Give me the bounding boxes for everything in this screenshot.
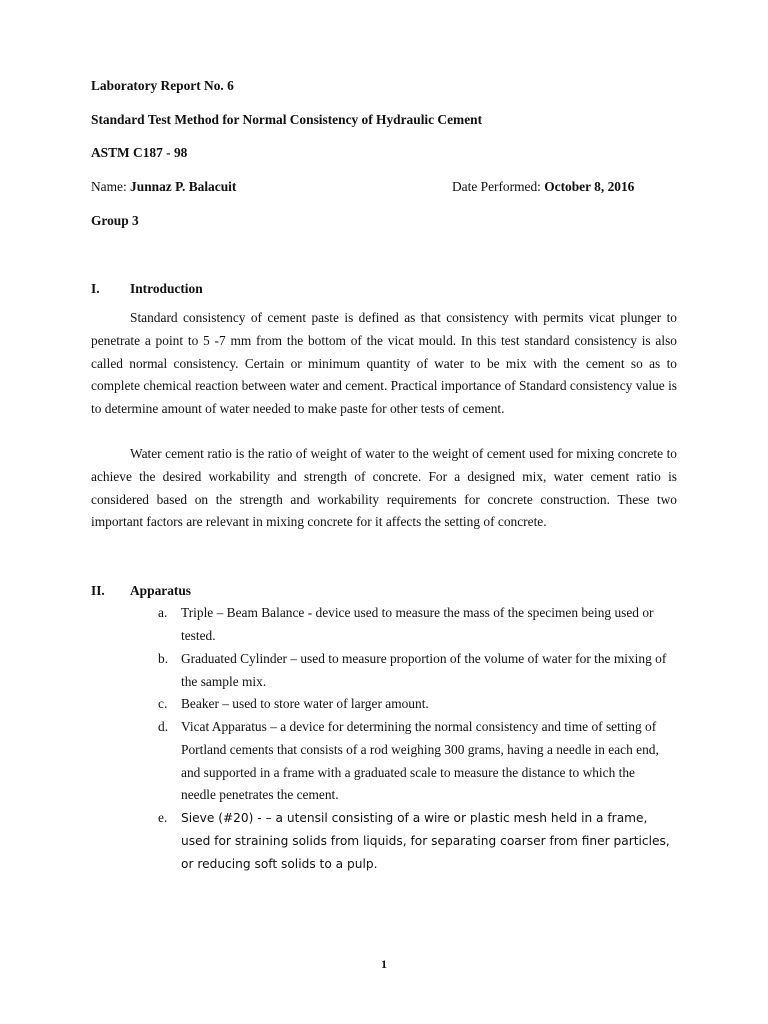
item-text: Triple – Beam Balance - device used to measure the mass of the specimen being used or tested. — [181, 605, 654, 643]
date-performed: October 8, 2016 — [544, 179, 635, 194]
item-letter: a. — [158, 605, 168, 620]
item-letter: d. — [158, 719, 169, 734]
intro-paragraph-1: Standard consistency of cement paste is defined as that consistency with permits vicat plunger to penetrate a point to 5 -7 mm from the bottom of the vicat mould. In this test standard consistency is also called normal consistency. Certain or minimum quantity of water to be mix with the cement so as to complete chemical reaction between water and cement. Practical importance of Standard consistency value is to determine amount of water needed to make paste for other tests of cement. — [91, 310, 677, 417]
item-text: Beaker – used to store water of larger amount. — [181, 696, 429, 711]
date-line — [452, 179, 634, 195]
report-title: Standard Test Method for Normal Consistency of Hydraulic Cement — [91, 112, 483, 127]
astm-standard: ASTM C187 - 98 — [91, 145, 188, 160]
name-line — [91, 179, 236, 195]
section-title-intro: Introduction — [130, 281, 203, 296]
section-number-intro: I. — [91, 281, 100, 296]
list-item — [158, 648, 678, 694]
student-name: Junnaz P. Balacuit — [130, 179, 237, 194]
item-text: Graduated Cylinder – used to measure proportion of the volume of water for the mixing of the sample mix. — [181, 651, 667, 689]
item-letter: b. — [158, 651, 169, 666]
item-letter: e. — [158, 810, 168, 825]
list-item — [158, 807, 678, 877]
section-number-apparatus: II. — [91, 583, 105, 598]
page-number: 1 — [381, 957, 387, 971]
list-item — [158, 716, 678, 808]
item-text: Sieve (#20) - – a utensil consisting of a wire or plastic mesh held in a frame, used for straining solids from liquids, for separating coarser from finer particles, or reducing soft solids to a pulp. — [181, 811, 670, 871]
report-number: Laboratory Report No. 6 — [91, 78, 234, 93]
intro-paragraph-2: Water cement ratio is the ratio of weight of water to the weight of cement used for mixing concrete to achieve the desired workability and strength of concrete. For a designed mix, water cement ratio is considered based on the strength and workability requirements for concrete construction. These two important factors are relevant in mixing concrete for it affects the setting of concrete. — [91, 446, 677, 530]
group-number: Group 3 — [91, 213, 139, 228]
list-item — [158, 602, 678, 648]
list-item — [158, 693, 678, 716]
item-letter: c. — [158, 696, 168, 711]
section-title-apparatus: Apparatus — [130, 583, 192, 598]
date-label: Date Performed: — [452, 179, 545, 194]
item-text: Vicat Apparatus – a device for determining the normal consistency and time of setting of Portland cements that consists of a rod weighing 300 grams, having a needle in each end, and supported in a frame with a graduated scale to measure the distance to which the needle penetrates the cement. — [181, 719, 659, 803]
name-label: Name: — [91, 179, 131, 194]
